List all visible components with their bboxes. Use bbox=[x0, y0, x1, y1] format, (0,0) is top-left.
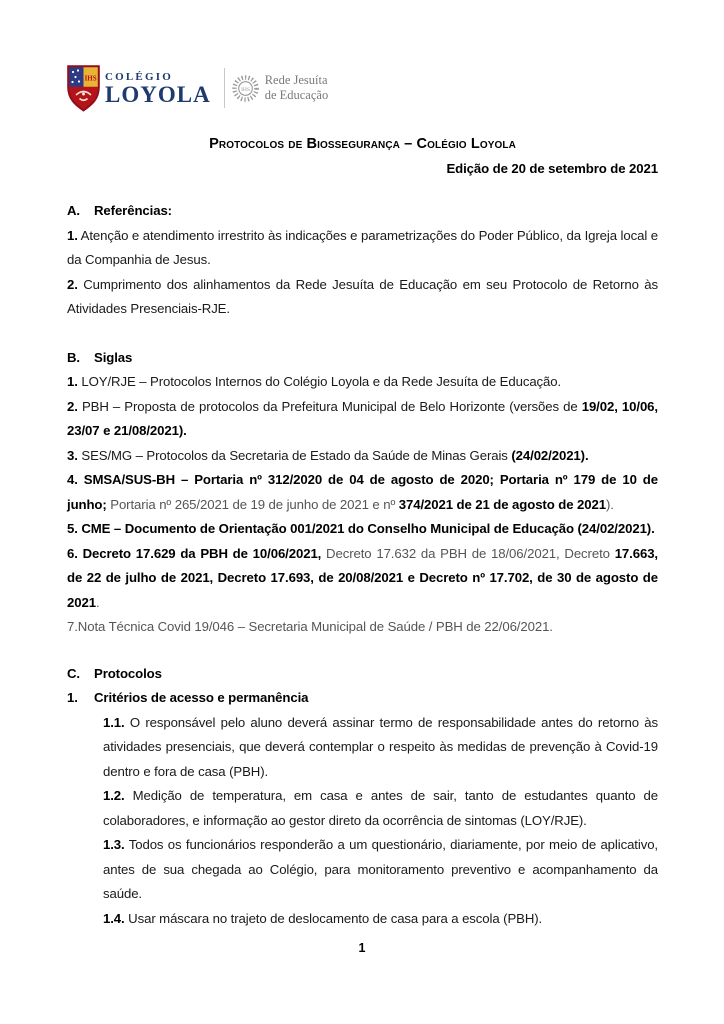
section-c-letter: C. bbox=[67, 665, 80, 681]
section-b-item-3: 3. SES/MG – Protocolos da Secretaria de Estado da Saúde de Minas Gerais (24/02/2021). bbox=[67, 447, 589, 463]
section-c1-label: Critérios de acesso e permanência bbox=[94, 690, 309, 705]
section-a-letter: A. bbox=[67, 203, 80, 218]
header-logo bbox=[67, 64, 328, 112]
section-c-label: Protocolos bbox=[94, 665, 162, 681]
loyola-crest-icon bbox=[67, 65, 100, 112]
section-c-item-1-3: 1.3. Todos os funcionários responderão a um questionário, diariamente, por meio de aplicativo, antes de sua chegada ao Colégio, para monitoramento preventivo e acompanhamento da saúde. bbox=[103, 837, 658, 901]
rje-seal-icon bbox=[232, 75, 259, 102]
section-b-item-6: 6. Decreto 17.629 da PBH de 10/06/2021, Decreto 17.632 da PBH de 18/06/2021, Decreto 17.663, de 22 de julho de 2021, Decreto 17.693, de 20/08/2021 e Decreto nº 17.702, de 30 de agosto de 2021. bbox=[67, 545, 658, 610]
logo-college-wordmark bbox=[105, 71, 211, 106]
svg-text:IHS: IHS bbox=[84, 74, 97, 82]
section-b-letter: B. bbox=[67, 349, 80, 365]
section-c-item-1-4: 1.4. Usar máscara no trajeto de deslocamento de casa para a escola (PBH). bbox=[103, 910, 543, 926]
document-edition: Edição de 20 de setembro de 2021 bbox=[446, 160, 658, 176]
document-body bbox=[67, 132, 658, 931]
document-title: Protocolos de Biossegurança – Colégio Loyola bbox=[209, 136, 516, 152]
section-b-label: Siglas bbox=[94, 349, 133, 365]
logo-rede-jesuita-text: Rede Jesuíta bbox=[264, 72, 328, 87]
section-a-item-2: 2. Cumprimento dos alinhamentos da Rede Jesuíta de Educação em seu Protocolo de Retorno às Atividades Presenciais-RJE. bbox=[67, 276, 658, 316]
section-c-item-1-2: 1.2. Medição de temperatura, em casa e antes de sair, tanto de estudantes quanto de colaboradores, e informação ao gestor direto da ocorrência de sintomas (LOY/RJE). bbox=[103, 788, 658, 828]
section-a-item-1: 1. Atenção e atendimento irrestrito às indicações e parametrizações do Poder Público, da Igreja local e da Companhia de Jesus. bbox=[67, 227, 658, 267]
section-c1-number: 1. bbox=[67, 690, 78, 705]
section-b-item-1: 1. LOY/RJE – Protocolos Internos do Colégio Loyola e da Rede Jesuíta de Educação. bbox=[67, 374, 562, 389]
section-c1-heading bbox=[67, 686, 658, 711]
section-b-item-2: 2. PBH – Proposta de protocolos da Prefeitura Municipal de Belo Horizonte (versões de 19/02, 10/06, 23/07 e 21/08/2021). bbox=[67, 398, 658, 438]
logo-loyola-text: LOYOLA bbox=[105, 81, 211, 107]
section-b-heading bbox=[67, 346, 658, 371]
section-c-item-1-1: 1.1. O responsável pelo aluno deverá assinar termo de responsabilidade antes do retorno às atividades presenciais, que deverá contemplar o respeito às medidas de prevenção à Covid-19 dentro e fora de casa (PBH). bbox=[103, 714, 658, 779]
logo-divider bbox=[224, 68, 225, 108]
section-a-heading bbox=[67, 199, 658, 224]
section-c-heading bbox=[67, 662, 658, 687]
section-b-item-4: 4. SMSA/SUS-BH – Portaria nº 312/2020 de 04 de agosto de 2020; Portaria nº 179 de 10 de junho; Portaria nº 265/2021 de 19 de junho de 2021 e nº 374/2021 de 21 de agosto de 2021). bbox=[67, 472, 658, 512]
section-b-item-5: 5. CME – Documento de Orientação 001/2021 do Conselho Municipal de Educação (24/02/2021). bbox=[67, 521, 655, 536]
svg-text:IHS: IHS bbox=[240, 86, 250, 93]
logo-colegio-text: COLÉGIO bbox=[105, 70, 173, 83]
logo-de-educacao-text: de Educação bbox=[264, 88, 329, 102]
logo-network-wordmark bbox=[265, 73, 329, 104]
section-a-label: Referências: bbox=[94, 203, 172, 218]
page-number: 1 bbox=[358, 941, 366, 955]
section-b-item-7: 7.Nota Técnica Covid 19/046 – Secretaria Municipal de Saúde / PBH de 22/06/2021. bbox=[67, 619, 553, 634]
